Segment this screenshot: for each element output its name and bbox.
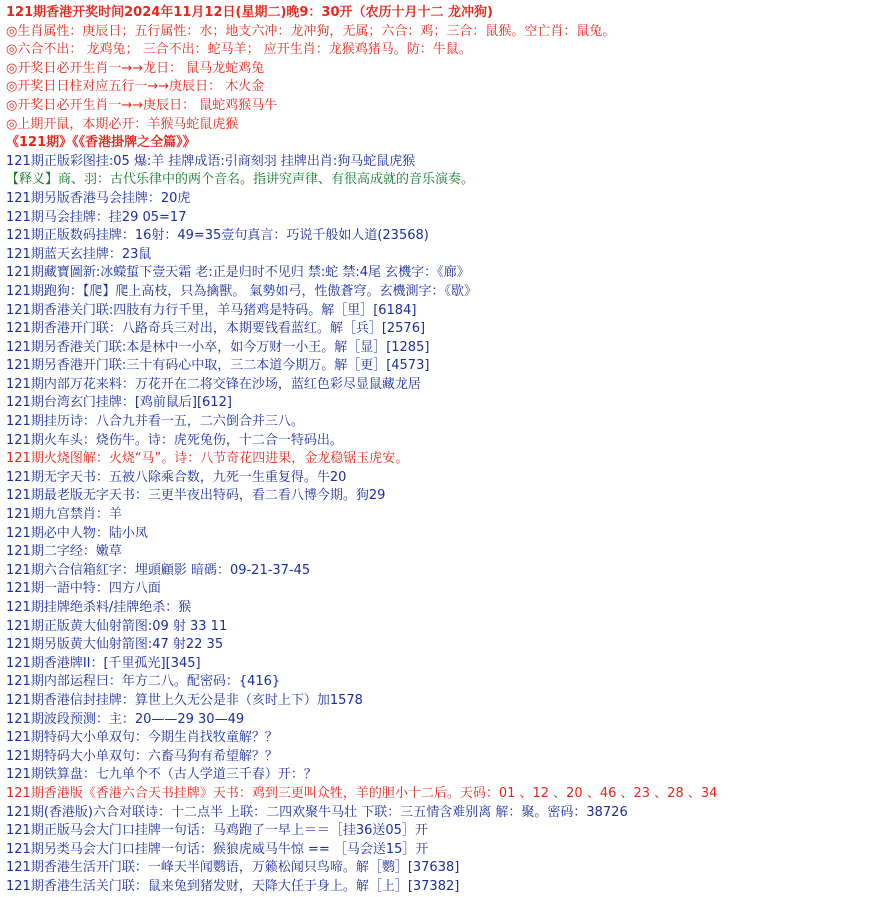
- content-row: 121期内部运程曰：年方二八。配密码：{416}: [6, 674, 281, 690]
- content-row: 121期正版黄大仙射箭图:09 射 33 11: [6, 618, 228, 634]
- content-row: 121期(香港版)六合对联诗：十二点半 上联：二四欢聚牛马壮 下联：三五情含难别离 解：聚。密码：38726: [6, 804, 628, 820]
- series-title-right: 《《香港掛牌之全篇》》: [72, 135, 196, 151]
- content-row: 121期特码大小单双句：今期生肖找牧童解？？: [6, 730, 278, 746]
- content-row: 121期香港关门联:四肢有力行千里，羊马猪鸡是特码。解［里］[6184]: [6, 302, 417, 318]
- content-row: 121期香港生活关门联：鼠来兔到猪发财，天降大任于身上。解［上］[37382]: [6, 878, 460, 894]
- content-row: 121期波段预测：主：20——29 30—49: [6, 711, 245, 727]
- content-row: 121期特码大小单双句：六畜马狗有希望解？？: [6, 748, 278, 764]
- content-row: 121期火烧图解：火烧“马”。诗：八节奇花四进果，金龙稳锯玉虎安。: [6, 451, 409, 467]
- attribute-line: ◎生肖属性：庚辰日；五行属性：水；地支六冲：龙冲狗，无属；六合：鸡；三合：鼠猴。空亡肖：鼠兔。: [6, 23, 616, 39]
- content-row: 121期铁算盘：七九单个不（古人学道三千春）开：？: [6, 767, 317, 783]
- content-row: 121期跑狗：【爬】爬上高枝，只為擒獸。 氣勢如弓，性傲蒼穹。玄機測字：《歇》: [6, 283, 477, 299]
- content-row: 121期香港版《香港六合天书挂牌》天书：鸡到三更叫众牲，羊的胆小十二后。天码：01 、12 、20 、46 、23 、28 、34: [6, 785, 718, 801]
- content-row: 121期香港生活开门联：一峰天半闻鹦语，万籁松闻只鸟啼。解［鹦］[37638]: [6, 860, 460, 876]
- content-row: 121期九宫禁肖：羊: [6, 507, 122, 523]
- content-row: 121期香港开门联：八路奇兵三对出，本期要钱看蓝红。解［兵］[2576]: [6, 321, 426, 337]
- content-row: 121期必中人物：陆小凤: [6, 525, 148, 541]
- content-row: 121期挂历诗：八合九并看一五，二六倒合并三八。: [6, 414, 304, 430]
- content-row: 121期正版数码挂牌：16射：49=35壹句真言：巧说千般如人道(23568): [6, 228, 429, 244]
- draw-time-header: 121期香港开奖时间2024年11月12日(星期二)晚9：30开（农历十月十二 龙冲狗): [6, 5, 493, 20]
- content-row: 121期另版香港马会挂牌：20虎: [6, 190, 191, 206]
- content-row: 121期二字经：嫩草: [6, 544, 122, 560]
- content-row: 121期另类马会大门口挂牌一句话：猴狼虎威马牛惊 == ［马会送15］开: [6, 841, 429, 857]
- content-row: 121期另香港开门联:三十有码心中取，三二本道今期万。解［更］[4573]: [6, 358, 430, 374]
- content-row: 121期最老版无字天书：三更半夜出特码，看二看八博今期。狗29: [6, 488, 386, 504]
- attribute-line: ◎开奖日必开生肖一→→庚辰日： 鼠蛇鸡猴马牛: [6, 97, 278, 113]
- content-row: 121期藏寶圖新:冰蠑蜇下壹天霜 老:正是归时不见归 禁:蛇 禁:4尾 玄機字：《廊》: [6, 265, 470, 281]
- content-row: 121期另香港关门联:本是林中一小卒，如今万财一小王。解［显］[1285]: [6, 339, 430, 355]
- content-row: 121期正版彩图挂:05 爆:羊 挂牌成语:引商刻羽 挂牌出肖:狗马蛇鼠虎猴: [6, 153, 416, 169]
- content-row: 121期正版马会大门口挂牌一句话：马鸡跑了一早上＝＝［挂36送05］开: [6, 823, 428, 839]
- attribute-line: ◎六合不出： 龙鸡兔； 三合不出：蛇马羊； 应开生肖：龙猴鸡猪马。防：牛鼠。: [6, 42, 472, 58]
- content-row: 121期无字天书：五被八除乘合数，九死一生重复得。牛20: [6, 469, 347, 485]
- content-row: 121期火车头：烧伤牛。诗：虎死兔伤，十二合一特码出。: [6, 432, 343, 448]
- content-row: 121期台湾玄门挂牌：[鸡前鼠后][612]: [6, 395, 232, 411]
- series-title: [6, 134, 887, 153]
- content-row: 121期马会挂牌：挂29 05=17: [6, 209, 187, 225]
- content-row: 121期蓝天玄挂牌：23鼠: [6, 246, 152, 262]
- content-row: 121期内部万花来料：万花开在二将交锋在沙场，蓝红色彩尽显鼠藏龙居: [6, 376, 421, 392]
- attribute-line: ◎开奖日必开生肖一→→龙日： 鼠马龙蛇鸡兔: [6, 60, 265, 76]
- content-row: 121期另版黄大仙射箭图:47 射22 35: [6, 637, 224, 653]
- content-row: 121期香港牌II：[千里孤光][345]: [6, 655, 201, 671]
- content-row: 【释义】商、羽：古代乐律中的两个音名。指讲究声律、有很高成就的音乐演奏。: [6, 172, 475, 188]
- content-row: 121期香港信封挂牌：算世上久无公是非（亥时上下）加1578: [6, 692, 363, 708]
- content-row: 121期挂牌绝杀料/挂牌绝杀：猴: [6, 600, 192, 615]
- series-title-left: 《121期》: [6, 135, 73, 151]
- content-row: 121期六合信箱紅字：埋頭顧影 暗碼：09-21-37-45: [6, 562, 311, 578]
- attribute-line: ◎开奖日日柱对应五行一→→庚辰日： 木火金: [6, 79, 265, 95]
- content-row: 121期一語中特：四方八面: [6, 581, 161, 597]
- attribute-line: ◎上期开鼠，本期必开：羊猴马蛇鼠虎猴: [6, 116, 239, 132]
